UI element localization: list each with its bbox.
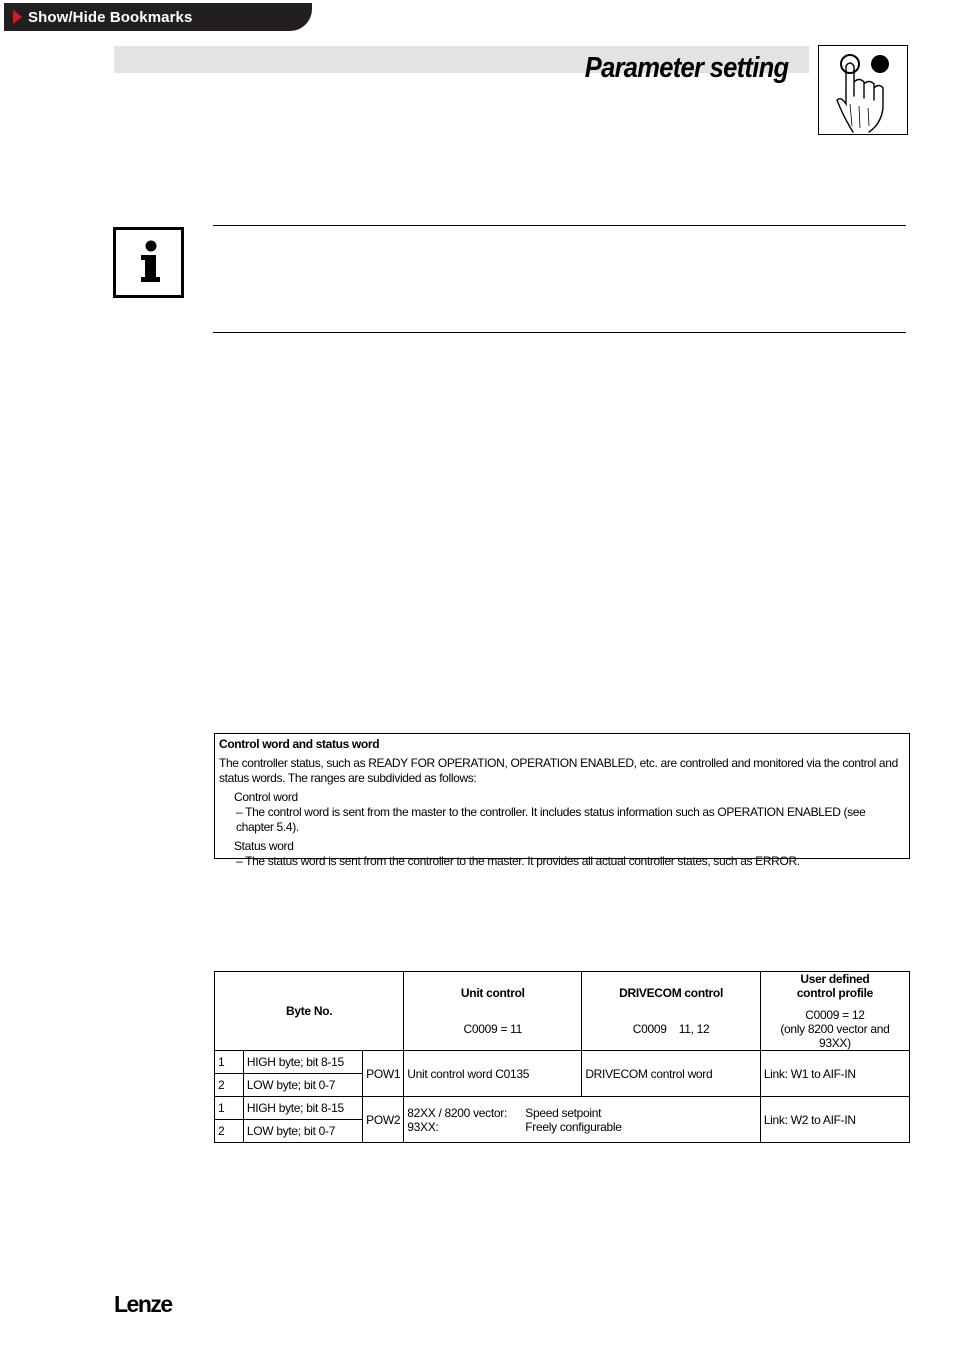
setpoint-cell: 82XX / 8200 vector: Speed setpoint 93XX: Freely configurable [404, 1097, 761, 1143]
info-icon [113, 227, 184, 298]
note-heading: Control word and status word [219, 737, 380, 751]
header-drivecom-control: DRIVECOM control C0009 11, 12 [582, 972, 761, 1051]
table-row: 2 LOW byte; bit 0-7 [215, 1074, 910, 1097]
table-header-row [215, 972, 910, 1051]
triangle-right-icon [13, 10, 22, 24]
page-title: Parameter setting [584, 52, 788, 84]
control-status-word-note [214, 733, 910, 868]
hand-pressing-button-icon [818, 45, 908, 135]
header-user-defined: User defined control profile C0009 = 12 (only 8200 vector and 93XX) [760, 972, 909, 1051]
byte-assignment-table [214, 971, 910, 1143]
note-term-status-word: Status word [234, 839, 294, 853]
divider [213, 332, 906, 333]
header-byte-no: Byte No. [215, 972, 404, 1051]
lenze-logo: Lenze [114, 1291, 172, 1317]
show-hide-bookmarks-button[interactable] [4, 3, 312, 31]
note-intro: The controller status, such as READY FOR OPERATION, OPERATION ENABLED, etc. are controlled and monitored via the control and status words. The ranges are subdivided as follows: [219, 756, 898, 785]
table-row: 1 HIGH byte; bit 8-15 POW2 82XX / 8200 vector: Speed setpoint 93XX: Freely configurable Link: W2 to AIF-IN [215, 1097, 910, 1120]
note-desc-control-word: – The control word is sent from the master to the controller. It includes status information such as OPERATION ENABLED (see chapter 5.4). [236, 805, 866, 834]
table-row: 2 LOW byte; bit 0-7 [215, 1120, 910, 1143]
table-row: 1 HIGH byte; bit 8-15 POW1 Unit control word C0135 DRIVECOM control word Link: W1 to AIF-IN [215, 1051, 910, 1074]
pow-cell: POW2 [363, 1097, 404, 1143]
note-desc-status-word: – The status word is sent from the controller to the master. It provides all actual controller states, such as ERROR. [236, 854, 800, 868]
pow-cell: POW1 [363, 1051, 404, 1097]
header-unit-control: Unit control C0009 = 11 [404, 972, 582, 1051]
note-term-control-word: Control word [234, 790, 298, 804]
bookmarks-label: Show/Hide Bookmarks [28, 8, 193, 26]
divider [213, 225, 906, 226]
